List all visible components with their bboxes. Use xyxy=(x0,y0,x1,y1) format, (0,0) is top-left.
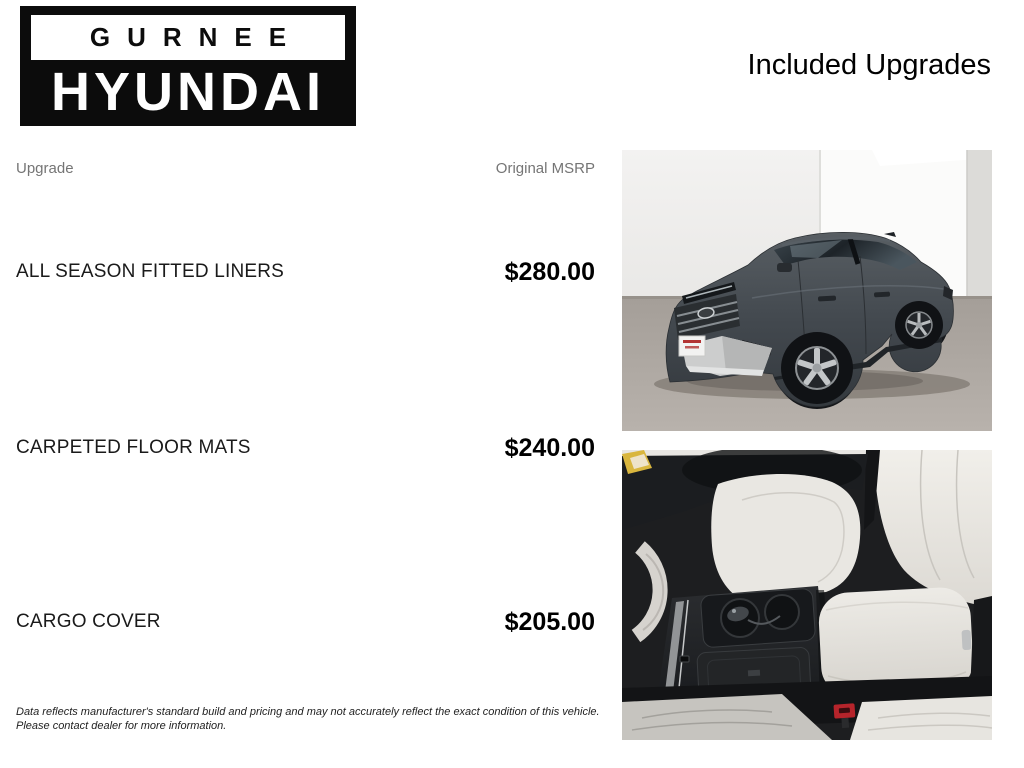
front-wheel xyxy=(781,332,853,404)
interior-photo-illustration xyxy=(622,450,992,740)
dealer-logo-top-band xyxy=(31,15,345,60)
dealer-name-line2: HYUNDAI xyxy=(50,62,325,122)
disclaimer-line-2: Please contact dealer for more information. xyxy=(16,720,227,733)
upgrade-price: $280.00 xyxy=(504,257,595,286)
dealer-logo xyxy=(20,6,356,126)
upgrade-name: CARPETED FLOOR MATS xyxy=(16,437,251,458)
column-header-original-msrp: Original MSRP xyxy=(495,160,595,177)
table-row xyxy=(16,428,595,468)
vehicle-exterior-photo xyxy=(622,150,992,431)
exterior-photo-illustration xyxy=(622,150,992,431)
upgrade-name: CARGO COVER xyxy=(16,611,161,632)
table-row xyxy=(16,602,595,642)
page-title: Included Upgrades xyxy=(747,49,991,81)
disclaimer-line-1: Data reflects manufacturer's standard build and pricing and may not accurately reflect the exact condition of this vehicle. xyxy=(16,706,600,718)
column-header-upgrade: Upgrade xyxy=(16,160,74,177)
upgrade-price: $240.00 xyxy=(504,433,595,462)
disclaimer-text xyxy=(16,705,616,734)
dealer-name-line1: GURNEE xyxy=(89,22,304,52)
upgrade-price: $205.00 xyxy=(504,607,595,636)
rear-wheel xyxy=(895,301,943,349)
upgrade-name: ALL SEASON FITTED LINERS xyxy=(16,261,285,282)
table-header-row xyxy=(16,160,595,177)
table-row xyxy=(16,252,595,292)
vehicle-interior-photo xyxy=(622,450,992,740)
